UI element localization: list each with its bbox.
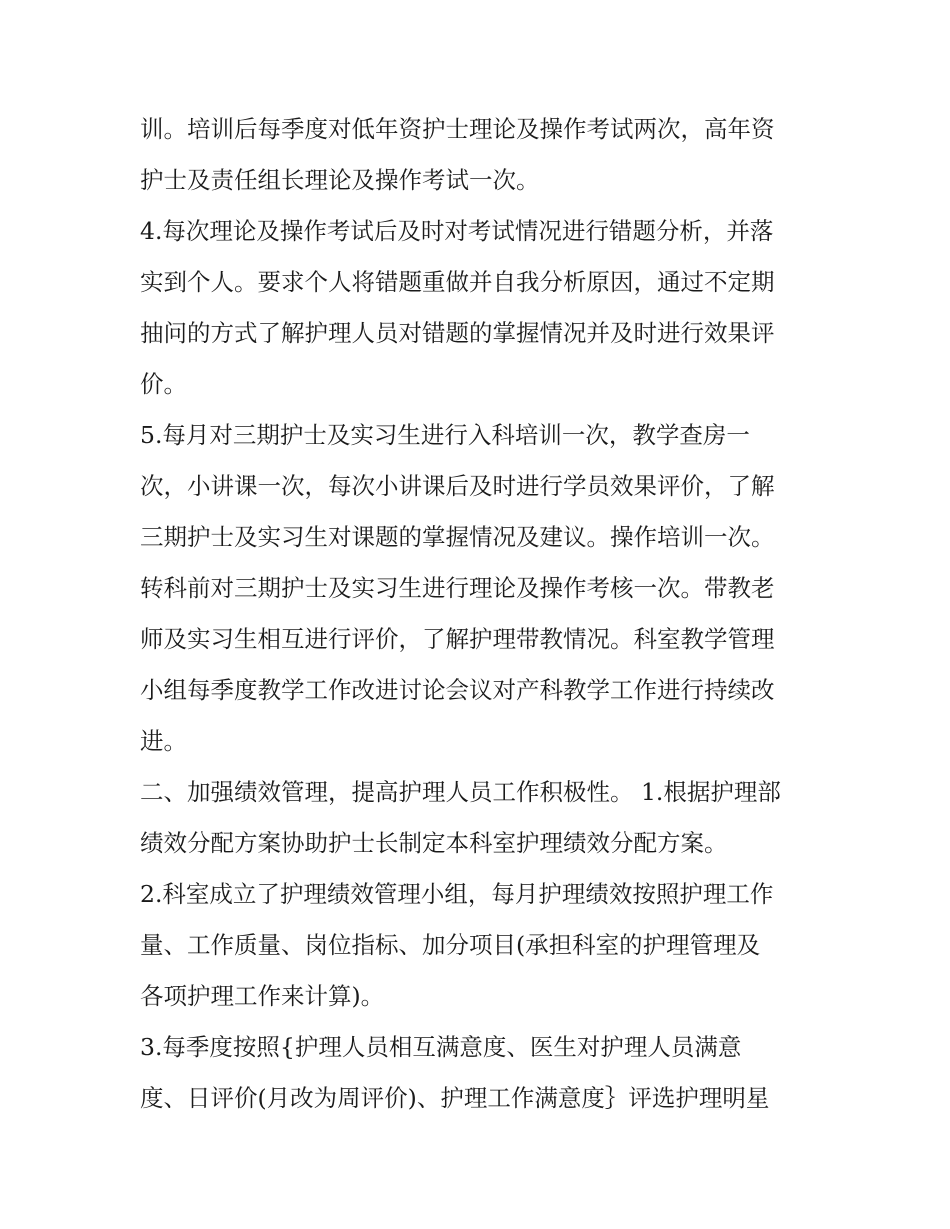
text-line: 小组每季度教学工作改进讨论会议对产科教学工作进行持续改	[140, 676, 775, 704]
text-line: 绩效分配方案协助护士长制定本科室护理绩效分配方案。	[140, 829, 728, 857]
text-line: 转科前对三期护士及实习生进行理论及操作考核一次。带教老	[140, 574, 775, 602]
text-line: 实到个人。要求个人将错题重做并自我分析原因，通过不定期	[140, 268, 775, 296]
text-line: 三期护士及实习生对课题的掌握情况及建议。操作培训一次。	[140, 523, 775, 551]
text-line: 量、工作质量、岗位指标、加分项目(承担科室的护理管理及	[140, 931, 761, 959]
text-line: 次，小讲课一次，每次小讲课后及时进行学员效果评价，了解	[140, 472, 775, 500]
text-line: 2.科室成立了护理绩效管理小组，每月护理绩效按照护理工作	[140, 880, 774, 908]
text-line: 进。	[140, 727, 187, 755]
text-line: 训。培训后每季度对低年资护士理论及操作考试两次，高年资	[140, 115, 775, 143]
text-line: 度、日评价(月改为周评价)、护理工作满意度｝评选护理明星	[140, 1084, 770, 1112]
text-line: 4.每次理论及操作考试后及时对考试情况进行错题分析，并落	[140, 217, 774, 245]
text-line: 师及实习生相互进行评价，了解护理带教情况。科室教学管理	[140, 625, 775, 653]
document-body	[140, 104, 820, 1124]
text-line: 二、加强绩效管理，提高护理人员工作积极性。 1.根据护理部	[140, 778, 781, 806]
text-line: 5.每月对三期护士及实习生进行入科培训一次，教学查房一	[140, 421, 750, 449]
text-line: 抽问的方式了解护理人员对错题的掌握情况并及时进行效果评	[140, 319, 775, 347]
text-line: 价。	[140, 370, 187, 398]
text-line: 各项护理工作来计算)。	[140, 982, 385, 1010]
text-line: 3.每季度按照{护理人员相互满意度、医生对护理人员满意	[140, 1033, 742, 1061]
text-line: 护士及责任组长理论及操作考试一次。	[140, 166, 540, 194]
